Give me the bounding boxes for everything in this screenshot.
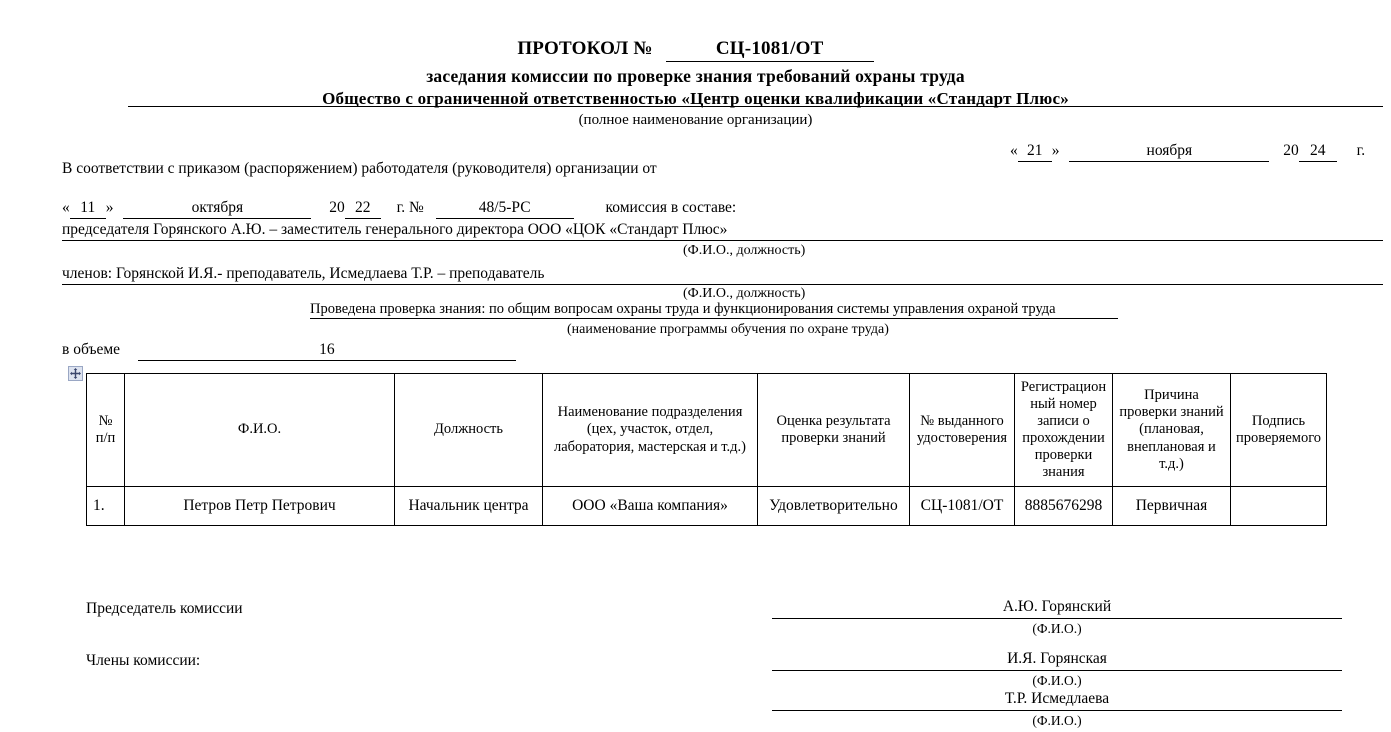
cell-position: Начальник центра	[395, 487, 543, 526]
th-registry-no: Регистрацион ный номер записи о прохождении проверки знания	[1015, 374, 1113, 487]
knowledge-check-table	[86, 373, 1327, 526]
cell-registry-no: 8885676298	[1015, 487, 1113, 526]
order-year-mark: г. №	[396, 199, 424, 216]
organization-name: Общество с ограниченной ответственностью «Центр оценки квалификации «Стандарт Плюс»	[322, 89, 1069, 108]
signature-name-2: И.Я. Горянская	[1007, 650, 1107, 667]
program-caption: (наименование программы обучения по охране труда)	[567, 322, 889, 337]
cell-num: 1.	[87, 487, 125, 526]
order-number: 48/5-РС	[436, 199, 574, 219]
th-signature: Подпись проверяемого	[1231, 374, 1327, 487]
protocol-date-day: 21	[1018, 142, 1052, 162]
signature-name-1: А.Ю. Горянский	[1002, 598, 1112, 615]
order-day: 11	[70, 199, 106, 219]
members-signature-label: Члены комиссии:	[86, 652, 201, 669]
protocol-date-month: ноября	[1069, 142, 1269, 162]
protocol-date-group	[1010, 142, 1365, 162]
signature-fio-caption-3: (Ф.И.О.)	[1032, 713, 1082, 728]
protocol-date-year-suffix: 24	[1299, 142, 1337, 162]
protocol-date-quote-open: «	[1010, 142, 1018, 159]
protocol-date-year-prefix: 20	[1283, 142, 1299, 159]
signature-name-3: Т.Р. Исмедлаева	[1004, 690, 1110, 707]
cell-signature	[1231, 487, 1327, 526]
table-row	[87, 487, 1327, 526]
order-date-group	[62, 199, 736, 219]
signature-rule-2	[772, 670, 1342, 671]
table-body	[87, 487, 1327, 526]
th-reason: Причина проверки знаний (плановая, внеплановая и т.д.)	[1113, 374, 1231, 487]
th-fio: Ф.И.О.	[125, 374, 395, 487]
order-month: октября	[123, 199, 311, 219]
order-quote-close: »	[105, 199, 114, 216]
th-num: № п/п	[87, 374, 125, 487]
chairman-line: председателя Горянского А.Ю. – заместитель генерального директора ООО «ЦОК «Стандарт Плюс»	[62, 221, 728, 238]
signature-fio-caption-1: (Ф.И.О.)	[1032, 621, 1082, 636]
table-move-handle-icon[interactable]	[68, 366, 83, 381]
table-header-row	[87, 374, 1327, 487]
organization-rule	[128, 106, 1383, 107]
chairman-caption: (Ф.И.О., должность)	[683, 243, 806, 258]
volume-value: 16	[138, 341, 516, 361]
committee-intro: комиссия в составе:	[605, 199, 737, 216]
protocol-title-row	[0, 38, 1391, 62]
protocol-date-quote-close: »	[1051, 142, 1060, 159]
signature-rule-3	[772, 710, 1342, 711]
cell-reason: Первичная	[1113, 487, 1231, 526]
table-head	[87, 374, 1327, 487]
knowledge-check-table-wrapper	[86, 373, 1327, 526]
signature-fio-caption-2: (Ф.И.О.)	[1032, 673, 1082, 688]
th-certificate-no: № выданного удостоверения	[910, 374, 1015, 487]
cell-fio: Петров Петр Петрович	[125, 487, 395, 526]
members-rule	[62, 284, 1383, 285]
members-caption: (Ф.И.О., должность)	[683, 286, 806, 301]
cell-result: Удовлетворительно	[758, 487, 910, 526]
order-quote-open: «	[62, 199, 70, 216]
order-year-prefix: 20	[329, 199, 345, 216]
order-intro-text: В соответствии с приказом (распоряжением) работодателя (руководителя) организации от	[62, 160, 657, 177]
protocol-title-prefix: ПРОТОКОЛ №	[517, 38, 653, 59]
th-result: Оценка результата проверки знаний	[758, 374, 910, 487]
volume-label: в объеме	[62, 341, 121, 358]
program-rule	[310, 318, 1118, 319]
cell-division: ООО «Ваша компания»	[543, 487, 758, 526]
protocol-number: СЦ-1081/ОТ	[666, 38, 874, 62]
members-line: членов: Горянской И.Я.- преподаватель, Исмедлаева Т.Р. – преподаватель	[62, 265, 545, 282]
th-position: Должность	[395, 374, 543, 487]
protocol-subtitle: заседания комиссии по проверке знания требований охраны труда	[426, 66, 965, 86]
volume-group	[62, 341, 516, 361]
protocol-date-year-mark: г.	[1356, 142, 1366, 159]
chairman-rule	[62, 240, 1383, 241]
chairman-signature-label: Председатель комиссии	[86, 600, 243, 617]
signature-rule-1	[772, 618, 1342, 619]
order-year-suffix: 22	[345, 199, 381, 219]
cell-certificate-no: СЦ-1081/ОТ	[910, 487, 1015, 526]
program-line: Проведена проверка знания: по общим вопросам охраны труда и функционирования системы управления охраной труда	[310, 301, 1056, 317]
organization-caption: (полное наименование организации)	[578, 112, 813, 128]
th-division: Наименование подразделения (цех, участок, отдел, лаборатория, мастерская и т.д.)	[543, 374, 758, 487]
